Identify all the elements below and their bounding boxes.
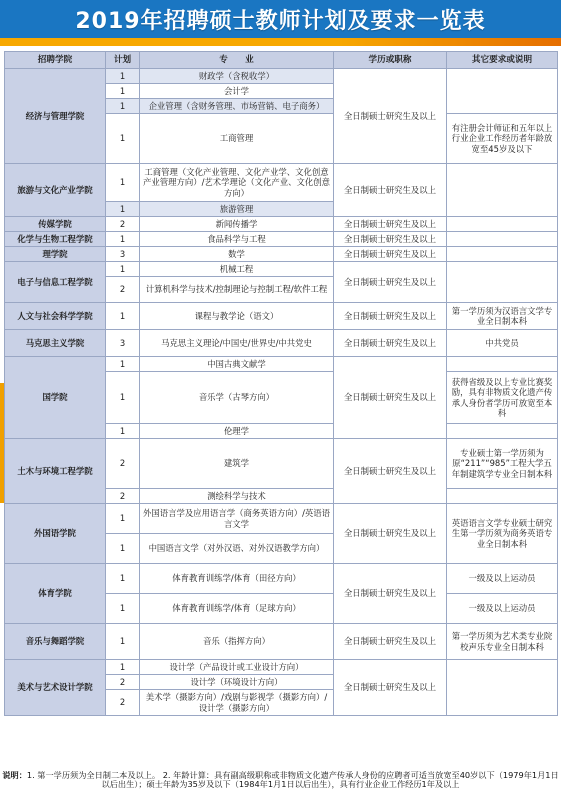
plan-cell: 1 (106, 357, 140, 372)
plan-cell: 1 (106, 534, 140, 564)
recruitment-table (4, 51, 558, 716)
table-row (5, 330, 558, 357)
plan-cell: 1 (106, 504, 140, 534)
degree-cell: 全日制硕士研究生及以上 (334, 564, 447, 624)
requirements-cell: 一级及以上运动员 (447, 594, 558, 624)
requirements-cell: 有注册会计师证和五年以上行业企业工作经历者年龄放宽至45岁及以下 (447, 114, 558, 164)
document-sheet (0, 38, 561, 789)
plan-cell: 2 (106, 217, 140, 232)
major-cell: 体育教育训练学/体育（足球方向） (140, 594, 334, 624)
degree-cell: 全日制硕士研究生及以上 (334, 232, 447, 247)
college-cell: 电子与信息工程学院 (5, 262, 106, 303)
requirements-cell: 中共党员 (447, 330, 558, 357)
header-college: 招聘学院 (5, 52, 106, 69)
requirements-cell: 第一学历须为汉语言文学专业全日制本科 (447, 303, 558, 330)
footnote-label: 说明： (2, 771, 27, 780)
major-cell: 企业管理（含财务管理、市场营销、电子商务） (140, 99, 334, 114)
major-cell: 音乐学（古琴方向） (140, 372, 334, 424)
table-header-row (5, 52, 558, 69)
plan-cell: 1 (106, 660, 140, 675)
plan-cell: 1 (106, 262, 140, 277)
major-cell: 工商管理（文化产业管理、文化产业学、文化创意产业管理方向）/艺术学理论（文化产业、文化创意方向） (140, 164, 334, 202)
plan-cell: 1 (106, 424, 140, 439)
degree-cell: 全日制硕士研究生及以上 (334, 357, 447, 439)
requirements-cell (447, 164, 558, 217)
college-cell: 马克思主义学院 (5, 330, 106, 357)
major-cell: 马克思主义理论/中国史/世界史/中共党史 (140, 330, 334, 357)
college-cell: 化学与生物工程学院 (5, 232, 106, 247)
college-cell: 旅游与文化产业学院 (5, 164, 106, 217)
major-cell: 食品科学与工程 (140, 232, 334, 247)
degree-cell: 全日制硕士研究生及以上 (334, 164, 447, 217)
major-cell: 测绘科学与技术 (140, 489, 334, 504)
plan-cell: 1 (106, 564, 140, 594)
plan-cell: 3 (106, 330, 140, 357)
table-row (5, 69, 558, 84)
plan-cell: 1 (106, 372, 140, 424)
table-row (5, 660, 558, 675)
major-cell: 机械工程 (140, 262, 334, 277)
major-cell: 中国古典文献学 (140, 357, 334, 372)
table-row (5, 217, 558, 232)
major-cell: 体育教育训练学/体育（田径方向） (140, 564, 334, 594)
table-row (5, 357, 558, 372)
major-cell: 音乐（指挥方向） (140, 624, 334, 660)
plan-cell: 1 (106, 232, 140, 247)
page-header (0, 0, 561, 38)
college-cell: 音乐与舞蹈学院 (5, 624, 106, 660)
page-title: 2019年招聘硕士教师计划及要求一览表 (75, 8, 486, 34)
table-row (5, 624, 558, 660)
plan-cell: 1 (106, 69, 140, 84)
table-row (5, 303, 558, 330)
college-cell: 体育学院 (5, 564, 106, 624)
college-cell: 外国语学院 (5, 504, 106, 564)
header-plan: 计划 (106, 52, 140, 69)
plan-cell: 1 (106, 114, 140, 164)
header-degree: 学历或职称 (334, 52, 447, 69)
college-cell: 美术与艺术设计学院 (5, 660, 106, 716)
requirements-cell: 专业硕士第一学历须为原“211”“985”工程大学五年制建筑学专业全日制本科 (447, 439, 558, 489)
degree-cell: 全日制硕士研究生及以上 (334, 330, 447, 357)
major-cell: 计算机科学与技术/控制理论与控制工程/软件工程 (140, 277, 334, 303)
major-cell: 数学 (140, 247, 334, 262)
plan-cell: 2 (106, 439, 140, 489)
major-cell: 财政学（含税收学） (140, 69, 334, 84)
plan-cell: 2 (106, 489, 140, 504)
major-cell: 会计学 (140, 84, 334, 99)
requirements-cell (447, 232, 558, 247)
table-row (5, 262, 558, 277)
requirements-cell (447, 489, 558, 504)
plan-cell: 2 (106, 675, 140, 690)
major-cell: 工商管理 (140, 114, 334, 164)
degree-cell: 全日制硕士研究生及以上 (334, 504, 447, 564)
college-cell: 传媒学院 (5, 217, 106, 232)
plan-cell: 2 (106, 277, 140, 303)
table-row (5, 164, 558, 202)
requirements-cell (447, 357, 558, 372)
footnote (0, 771, 561, 789)
plan-cell: 1 (106, 84, 140, 99)
requirements-cell (447, 660, 558, 716)
degree-cell: 全日制硕士研究生及以上 (334, 624, 447, 660)
major-cell: 外国语言学及应用语言学（商务英语方向）/英语语言文学 (140, 504, 334, 534)
plan-cell: 1 (106, 594, 140, 624)
college-cell: 经济与管理学院 (5, 69, 106, 164)
footnote-text: 1. 第一学历须为全日制二本及以上。 2. 年龄计算：具有副高级职称或非物质文化遗产传承人身份的应聘者可适当放宽至40岁以下（1979年1月1日以后出生）；硕士年龄为35岁及以下（1984年1月1日以后出生），具有行业企业工作经历1年及以上 (26, 771, 559, 789)
table-row (5, 247, 558, 262)
plan-cell: 1 (106, 303, 140, 330)
requirements-cell: 英语语言文学专业硕士研究生第一学历须为商务英语专业全日制本科 (447, 504, 558, 564)
requirements-cell: 获得省级及以上专业比赛奖励，具有非物质文化遗产传承人身份者学历可放宽至本科 (447, 372, 558, 424)
degree-cell: 全日制硕士研究生及以上 (334, 262, 447, 303)
plan-cell: 1 (106, 99, 140, 114)
requirements-cell (447, 69, 558, 114)
table-body (5, 69, 558, 716)
plan-cell: 2 (106, 690, 140, 716)
table-row (5, 564, 558, 594)
college-cell: 理学院 (5, 247, 106, 262)
plan-cell: 1 (106, 202, 140, 217)
requirements-cell (447, 247, 558, 262)
header-requirements: 其它要求或说明 (447, 52, 558, 69)
degree-cell: 全日制硕士研究生及以上 (334, 69, 447, 164)
college-cell: 土木与环境工程学院 (5, 439, 106, 504)
requirements-cell (447, 424, 558, 439)
requirements-cell (447, 262, 558, 303)
major-cell: 伦理学 (140, 424, 334, 439)
table-row (5, 232, 558, 247)
table-row (5, 504, 558, 534)
major-cell: 设计学（产品设计或工业设计方向） (140, 660, 334, 675)
major-cell: 建筑学 (140, 439, 334, 489)
plan-cell: 1 (106, 164, 140, 202)
degree-cell: 全日制硕士研究生及以上 (334, 439, 447, 504)
major-cell: 课程与教学论（语文） (140, 303, 334, 330)
decorative-stripe (0, 38, 561, 46)
header-major: 专 业 (140, 52, 334, 69)
table-row (5, 439, 558, 489)
degree-cell: 全日制硕士研究生及以上 (334, 303, 447, 330)
major-cell: 设计学（环境设计方向） (140, 675, 334, 690)
degree-cell: 全日制硕士研究生及以上 (334, 660, 447, 716)
requirements-cell: 一级及以上运动员 (447, 564, 558, 594)
degree-cell: 全日制硕士研究生及以上 (334, 217, 447, 232)
college-cell: 人文与社会科学学院 (5, 303, 106, 330)
major-cell: 中国语言文学（对外汉语、对外汉语教学方向） (140, 534, 334, 564)
major-cell: 美术学（摄影方向）/戏剧与影视学（摄影方向）/设计学（摄影方向） (140, 690, 334, 716)
major-cell: 新闻传播学 (140, 217, 334, 232)
plan-cell: 1 (106, 624, 140, 660)
plan-cell: 3 (106, 247, 140, 262)
college-cell: 国学院 (5, 357, 106, 439)
requirements-cell (447, 217, 558, 232)
requirements-cell: 第一学历须为艺术类专业院校声乐专业全日制本科 (447, 624, 558, 660)
major-cell: 旅游管理 (140, 202, 334, 217)
degree-cell: 全日制硕士研究生及以上 (334, 247, 447, 262)
